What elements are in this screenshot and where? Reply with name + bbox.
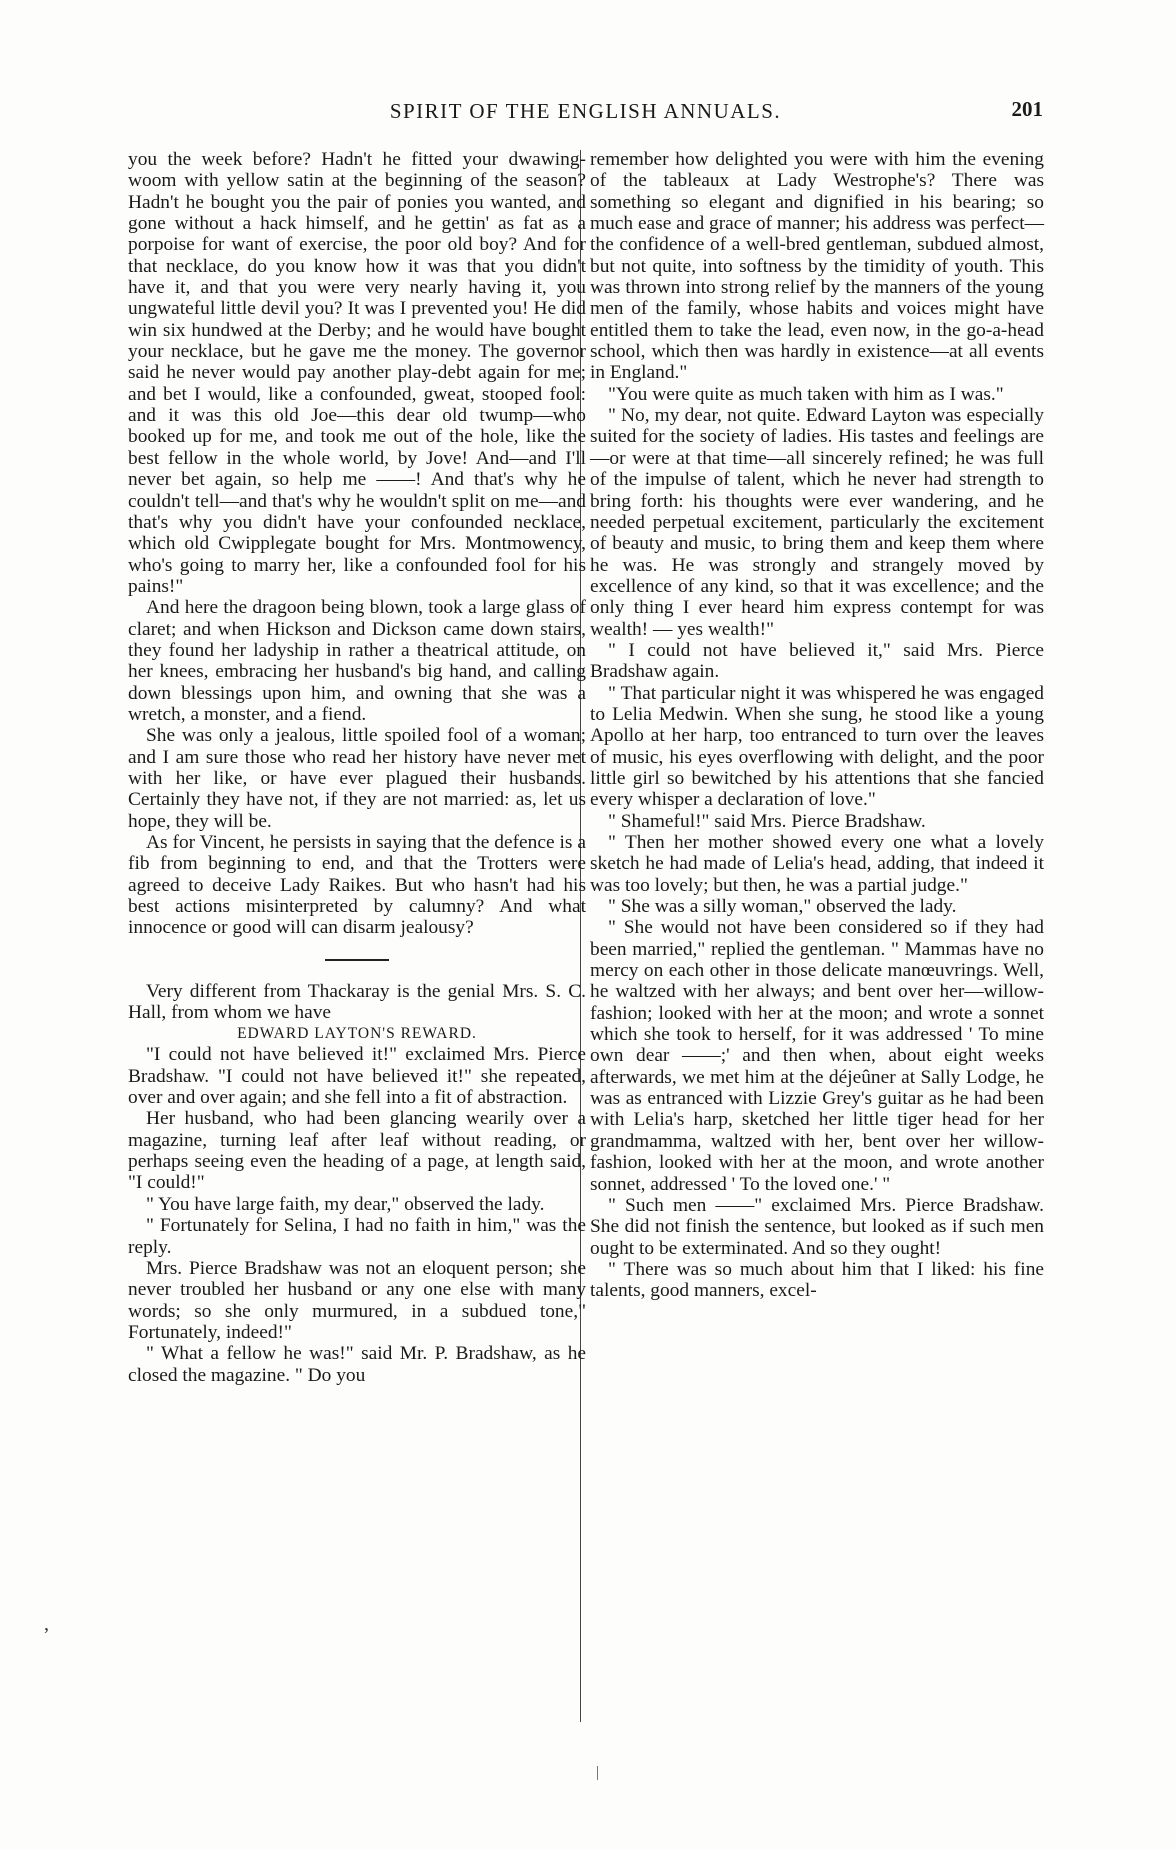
paragraph: " What a fellow he was!" said Mr. P. Bradshaw, as he closed the magazine. " Do you <box>128 1343 586 1386</box>
paragraph: Mrs. Pierce Bradshaw was not an eloquent person; she never troubled her husband or any one else with many words; so she only murmured, in a subdued tone," Fortunately, indeed!" <box>128 1257 586 1343</box>
paragraph: And here the dragoon being blown, took a large glass of claret; and when Hickson and Dickson came down stairs, they found her ladyship in rather a theatrical attitude, on her knees, embracing her husband's big hand, and calling down blessings upon him, and owning that she was a wretch, a monster, and a fiend. <box>128 597 586 725</box>
paragraph: " You have large faith, my dear," observed the lady. <box>146 1193 545 1215</box>
paragraph: As for Vincent, he persists in saying that the defence is a fib from beginning to end, and that the Trotters were agreed to deceive Lady Raikes. But who hasn't had his best actions misinterpreted by calumny? And what innocence or good will can disarm jealousy? <box>128 832 586 939</box>
paragraph: "I could not have believed it!" exclaimed Mrs. Pierce Bradshaw. "I could not have believed it!" she repeated, over and over again; and she fell into a fit of abstraction. <box>128 1044 586 1109</box>
paragraph: " That particular night it was whispered he was engaged to Lelia Medwin. When she sung, he stood like a young Apollo at her harp, too entranced to turn over the leaves of music, his eyes overflowing with delight, and the poor little girl so bewitched by his attentions that she fancied every whisper a declaration of love." <box>590 682 1044 811</box>
running-title: SPIRIT OF THE ENGLISH ANNUALS. <box>389 99 782 123</box>
margin-mark: , <box>44 1613 49 1635</box>
paragraph: remember how delighted you were with him the evening of the tableaux at Lady Westrophe's? There was something so elegant and dignified in his bearing; so much ease and grace of manner; his address was perfect—the confidence of a well-bred gentleman, subdued almost, but not quite, into softness by the timidity of youth. This was thrown into strong relief by the manners of the young men of the family, whose habits and voices might have entitled them to take the lead, even now, in the go-a-head school, which then was hardly in existence—at all events in England." <box>590 149 1044 384</box>
right-column <box>590 149 1044 1302</box>
section-divider <box>325 959 389 961</box>
paragraph: " I could not have believed it," said Mrs. Pierce Bradshaw again. <box>590 639 1044 683</box>
paragraph: " Fortunately for Selina, I had no faith in him," was the reply. <box>128 1215 586 1258</box>
paragraph: Her husband, who had been glancing wearily over a magazine, turning leaf after leaf without reading, or perhaps seeing even the heading of a page, at length said, "I could!" <box>128 1108 586 1194</box>
paragraph: She was only a jealous, little spoiled fool of a woman; and I am sure those who read her history have never met with her like, or have ever plagued their husbands. Certainly they have not, if they are not married: as, let us hope, they will be. <box>128 725 586 832</box>
intro-paragraph: Very different from Thackaray is the genial Mrs. S. C. Hall, from whom we have <box>128 980 586 1024</box>
print-tick <box>597 1766 598 1780</box>
paragraph: " Then her mother showed every one what a lovely sketch he had made of Lelia's head, adding, that indeed it was too lovely; but then, he was a partial judge." <box>590 832 1044 896</box>
paragraph: " No, my dear, not quite. Edward Layton was especially suited for the society of ladies. His tastes and feelings are—or were at that time—all sincerely refined; he was full of the impulse of talent, which he never had strength to bring forth: his thoughts were ever wandering, and he needed perpetual excitement, particularly the excitement of beauty and music, to bring them and keep them where he was. He was strongly and strangely moved by excellence of any kind, so that it was excellence; and the only thing I ever heard him express contempt for was wealth! — yes wealth!" <box>590 405 1044 640</box>
paragraph: "You were quite as much taken with him as I was." <box>608 383 1004 405</box>
paragraph: you the week before? Hadn't he fitted your dwawing-woom with yellow satin at the beginning of the season? Hadn't he bought you the pair of ponies you wanted, and gone without a hack himself, and he gettin' as fat as a porpoise for want of exercise, the poor old boy? And for that necklace, do you know how it was that you didn't have it, and that you were very nearly having it, you ungwateful little devil you? It was I prevented you! He did win six hundwed at the Derby; and he would have bought your necklace, but he gave me the money. The governor said he never would pay another play-debt again for me; and bet I would, like a confounded, gweat, stooped fool: and it was this old Joe—this dear old twump—who booked up for me, and took me out of the hole, like the best fellow in the whole world, by Jove! And—and I'll never bet again, so help me ——! And that's why he couldn't tell—and that's why he wouldn't split on me—and that's why you didn't have your confounded necklace, which old Cwipplegate bought for Mrs. Montmowency, who's going to marry her, like a confounded fool for his pains!" <box>128 149 586 597</box>
paragraph: " She was a silly woman," observed the lady. <box>608 896 957 918</box>
paragraph: " Shameful!" said Mrs. Pierce Bradshaw. <box>608 810 926 832</box>
paragraph: " She would not have been considered so if they had been married," replied the gentleman. " Mammas have no mercy on each other in those delicate manœuvrings. Well, he waltzed with her always; and bent over her—willow-fashion; looked with her at the moon; and wrote a sonnet which she took to herself, for it was addressed ' To mine own dear ——;' and then when, about eight weeks afterwards, we met him at the déjeûner at Sally Lodge, he was as entranced with Lizzie Grey's guitar as he had been with Lelia's harp, sketched her little tiger head for her grandmamma, waltzed with her, bent over her willow-fashion, looked with her at the moon, and wrote another sonnet, addressed ' To the loved one.' " <box>590 917 1044 1195</box>
paragraph: " Such men ——" exclaimed Mrs. Pierce Bradshaw. She did not finish the sentence, but looked as if such men ought to be exterminated. And so they ought! <box>590 1194 1044 1259</box>
paragraph: " There was so much about him that I liked: his fine talents, good manners, excel- <box>590 1258 1044 1302</box>
section-title: EDWARD LAYTON'S REWARD. <box>237 1025 477 1043</box>
page-header <box>128 97 1043 127</box>
left-column <box>128 149 586 1386</box>
page-number: 201 <box>1011 97 1043 121</box>
